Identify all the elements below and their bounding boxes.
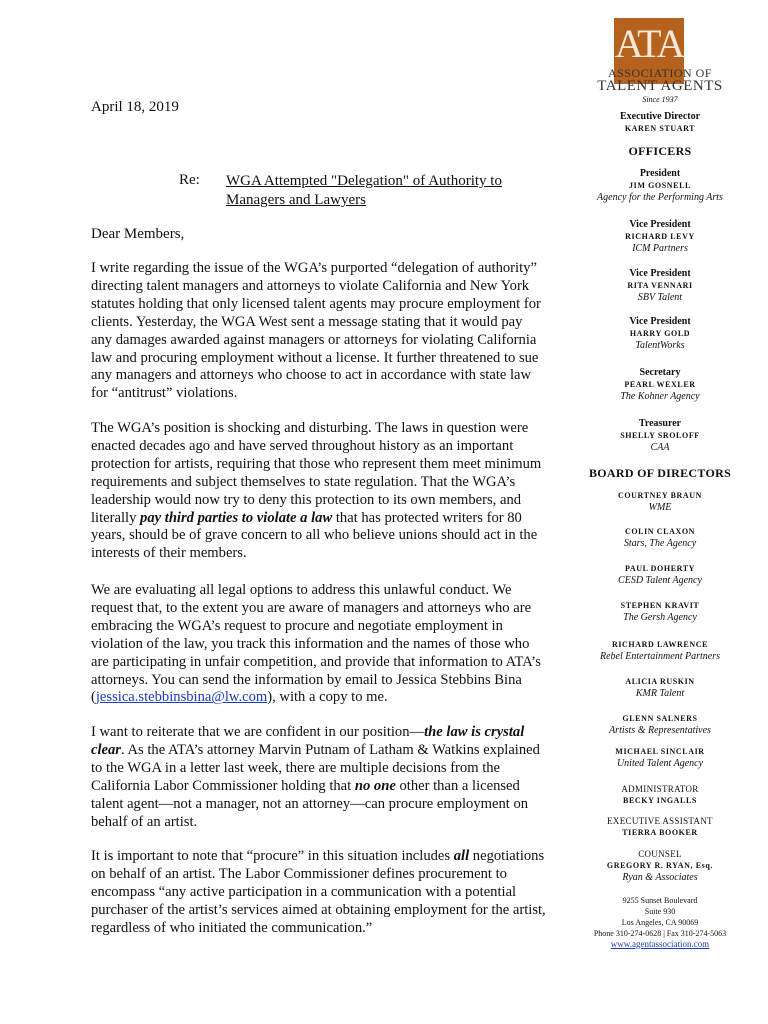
- ea-name: TIERRA BOOKER: [622, 828, 698, 837]
- officer-entry: [560, 418, 760, 454]
- paragraph-2-emphasis: pay third parties to violate a law: [140, 509, 333, 526]
- assoc-name-line1: ASSOCIATION OF: [607, 66, 712, 80]
- board-org: The Gersh Agency: [623, 612, 697, 623]
- officer-title: President: [639, 168, 681, 179]
- phone-fax: Phone 310-274-0628 | Fax 310-274-5063: [593, 929, 727, 938]
- counsel-name: GREGORY R. RYAN, Esq.: [606, 861, 714, 870]
- paragraph-4-text-c: other than a licensed talent agent—not a manager, not an attorney—can procure employment on behalf of an artist.: [91, 777, 529, 830]
- exec-name: KAREN STUART: [624, 124, 696, 133]
- address-line-1: 9255 Sunset Boulevard: [622, 896, 698, 905]
- re-subject: WGA Attempted "Delegation" of Authority to Managers and Lawyers: [226, 173, 502, 208]
- paragraph-5-emphasis: all: [453, 848, 470, 864]
- officer-org: ICM Partners: [632, 243, 688, 254]
- officer-org: The Kohner Agency: [620, 391, 700, 402]
- officer-title: Vice President: [629, 219, 691, 230]
- board-entry: [560, 526, 760, 550]
- exec-director: [560, 111, 760, 135]
- paragraph-4-emphasis: the law is crystal clear: [91, 724, 525, 758]
- officer-entry: [560, 367, 760, 403]
- officer-name: SHELLY SROLOFF: [620, 431, 700, 440]
- officer-org: Agency for the Performing Arts: [597, 192, 723, 203]
- executive-assistant: [560, 815, 760, 839]
- board-name: PAUL DOHERTY: [624, 564, 696, 573]
- officer-entry: [560, 168, 760, 204]
- administrator: [560, 783, 760, 807]
- paragraph-3-text-a: We are evaluating all legal options to address this unlawful conduct. We request that, to the extent you are aware of managers and attorneys who are embracing the WGA’s request to procure and negotiate employment in violation of the law, you track this information and the names of those who are participating in unfair competition, and provide that information to ATA’s attorneys. You can send the information by email to Jessica Stebbins Bina (: [91, 582, 541, 706]
- counsel: [560, 848, 760, 884]
- paragraph-5-text-a: It is important to note that “procure” in this situation includes: [91, 848, 454, 864]
- board-name: GLENN SALNERS: [622, 714, 698, 723]
- officer-name: HARRY GOLD: [629, 329, 691, 338]
- paragraph-2: [91, 420, 547, 563]
- officer-name: JIM GOSNELL: [629, 181, 691, 190]
- officer-name: RITA VENNARI: [627, 281, 693, 290]
- officer-name: RICHARD LEVY: [625, 232, 695, 241]
- salutation: Dear Members,: [91, 226, 185, 242]
- board-entry: [560, 600, 760, 624]
- paragraph-4: [91, 724, 547, 831]
- board-heading: BOARD OF DIRECTORS: [588, 466, 732, 480]
- since-year: Since 1937: [642, 95, 678, 104]
- website-link[interactable]: www.agentassociation.com: [610, 939, 710, 949]
- paragraph-3-text-b: ), with a copy to me.: [267, 689, 388, 706]
- exec-title: Executive Director: [619, 111, 701, 122]
- officer-org: CAA: [650, 442, 670, 453]
- board-org: WME: [648, 502, 672, 513]
- paragraph-4-emphasis-2: no one: [354, 777, 396, 794]
- board-entry: [560, 746, 760, 770]
- re-label: Re:: [179, 172, 200, 188]
- officer-name: PEARL WEXLER: [624, 380, 696, 389]
- paragraph-2-text-a: The WGA’s position is shocking and disturbing. The laws in question were enacted decades ago and have served throughout history as an important protection for artists, requiring that those who represent them meet minimum requirements and subject themselves to state regulation. That the WGA’s leadership would now try to deny this protection to its own members, and literally: [91, 420, 542, 526]
- ea-title: EXECUTIVE ASSISTANT: [607, 816, 713, 826]
- admin-name: BECKY INGALLS: [623, 796, 697, 805]
- officer-org: SBV Talent: [637, 292, 683, 303]
- letter-date: April 18, 2019: [91, 99, 179, 115]
- board-org: CESD Talent Agency: [618, 575, 702, 586]
- email-link[interactable]: jessica.stebbinsbina@lw.com: [95, 689, 268, 706]
- paragraph-5: [91, 848, 547, 938]
- officer-entry: [560, 316, 760, 352]
- board-name: COURTNEY BRAUN: [617, 491, 703, 500]
- board-name: MICHAEL SINCLAIR: [615, 747, 705, 756]
- officer-entry: [560, 268, 760, 304]
- counsel-org: Ryan & Associates: [622, 872, 698, 883]
- officer-org: TalentWorks: [635, 340, 685, 351]
- officer-title: Vice President: [629, 316, 691, 327]
- board-name: ALICIA RUSKIN: [625, 677, 695, 686]
- paragraph-3: [91, 582, 547, 707]
- paragraph-4-text-a: I want to reiterate that we are confident in our position—: [91, 724, 425, 740]
- board-org: KMR Talent: [635, 688, 685, 699]
- logo-text: ATA: [614, 21, 684, 66]
- board-org: Artists & Representatives: [609, 725, 711, 736]
- board-entry: [560, 490, 760, 514]
- officer-title: Vice President: [629, 268, 691, 279]
- counsel-title: COUNSEL: [638, 849, 682, 859]
- address-block: [560, 895, 760, 950]
- officers-heading: OFFICERS: [628, 144, 692, 158]
- board-org: United Talent Agency: [616, 758, 704, 769]
- paragraph-2-text-b: that has protected writers for 80 years, should be of grave concern to all who believe unions should act in the interests of their members.: [91, 509, 538, 562]
- admin-title: ADMINISTRATOR: [621, 784, 699, 794]
- address-line-3: Los Angeles, CA 90069: [621, 918, 699, 927]
- assoc-name-line2: TALENT AGENTS: [597, 78, 723, 94]
- paragraph-1: I write regarding the issue of the WGA’s purported “delegation of authority” directing talent managers and attorneys to violate California and New York statutes holding that only licensed talent agents may procure employment for clients. Yesterday, the WGA West sent a message stating that it would pay any damages awarded against managers or attorneys for violating California law and procuring employment without a license. It further threatened to sue any managers and attorneys who choose to act in accordance with state law for “antitrust” violations.: [91, 260, 541, 402]
- board-entry: [560, 563, 760, 587]
- officer-entry: [560, 219, 760, 255]
- board-name: STEPHEN KRAVIT: [620, 601, 700, 610]
- board-entry: [560, 713, 760, 737]
- paragraph-4-text-b: . As the ATA’s attorney Marvin Putnam of Latham & Watkins explained to the WGA in a letter last week, there are multiple decisions from the California Labor Commissioner holding that: [91, 741, 540, 794]
- board-entry: [560, 639, 760, 663]
- officer-title: Treasurer: [638, 418, 682, 429]
- address-line-2: Suite 930: [644, 907, 676, 916]
- board-org: Rebel Entertainment Partners: [600, 651, 720, 662]
- board-name: COLIN CLAXON: [624, 527, 696, 536]
- board-entry: [560, 676, 760, 700]
- paragraph-5-text-b: negotiations on behalf of an artist. The Labor Commissioner defines procurement to encompass “any active participation in a communication with a potential purchaser of the artist’s services aimed at obtaining employment for the artist, regardless of who initiated the communication.”: [91, 848, 546, 936]
- officer-title: Secretary: [639, 367, 681, 378]
- board-org: Stars, The Agency: [623, 538, 697, 549]
- board-name: RICHARD LAWRENCE: [611, 640, 709, 649]
